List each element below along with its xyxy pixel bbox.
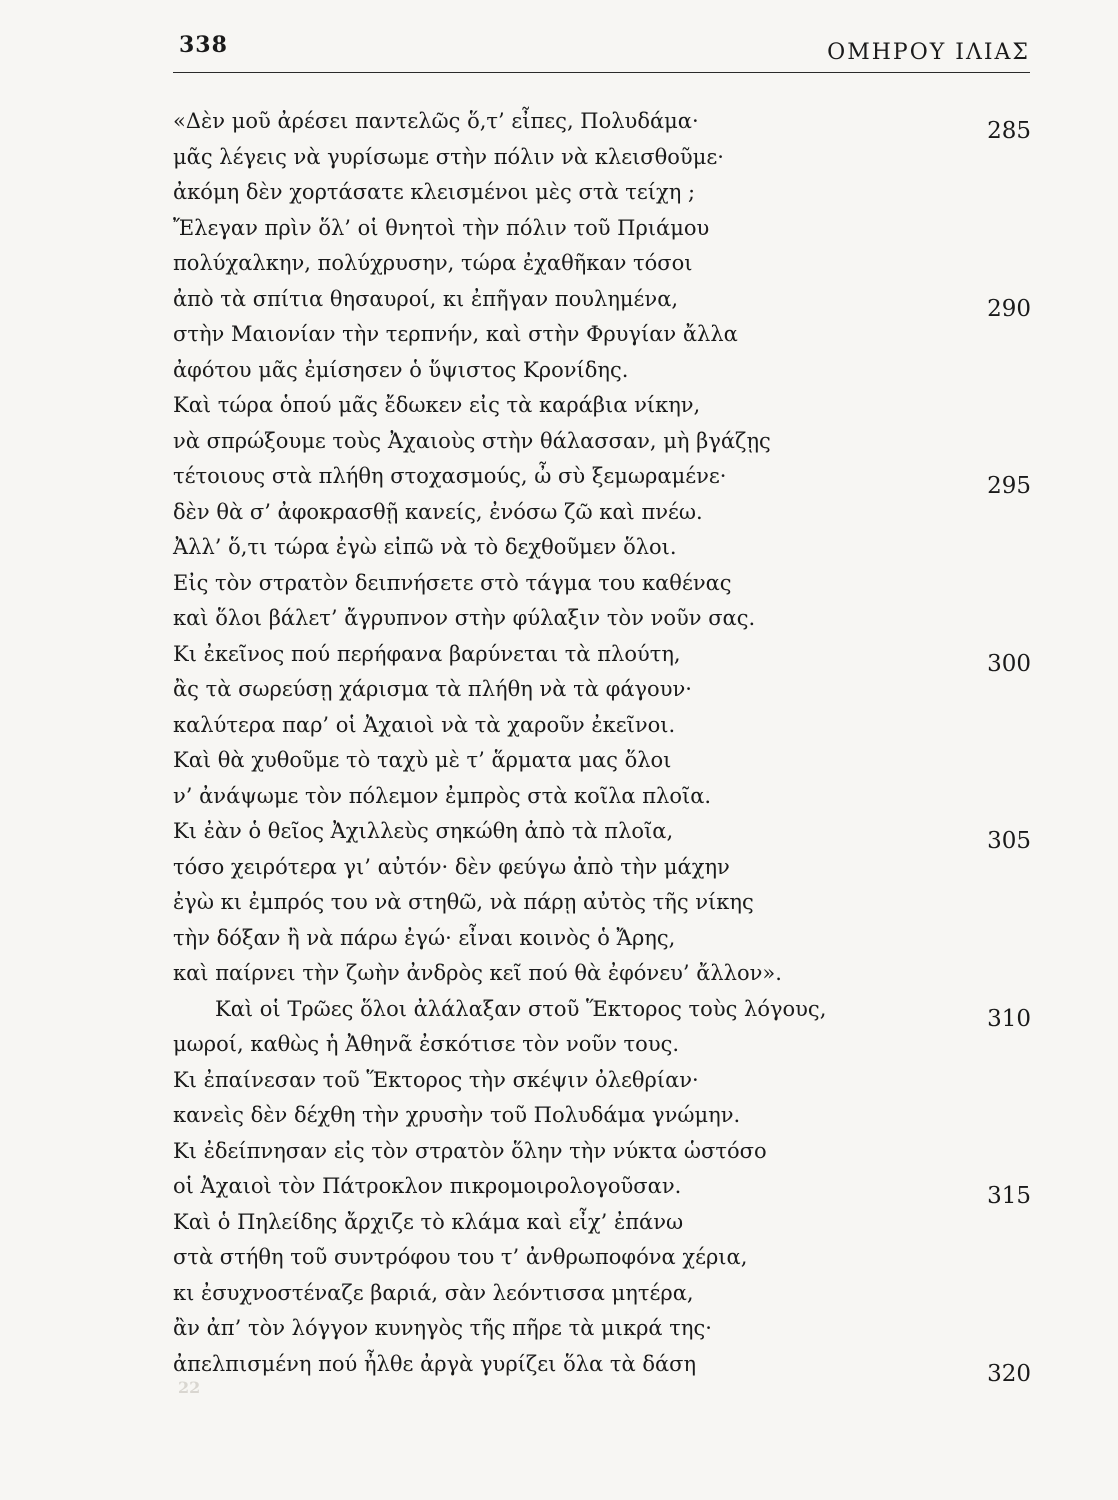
verse-text-block [173,104,1031,1387]
verse-line-text: μᾶς λέγεις νὰ γυρίσωμε στὴν πόλιν νὰ κλεισθοῦμε· [173,144,724,169]
verse-line-text: Κι ἐκεῖνος πού περήφανα βαρύνεται τὰ πλούτη, [173,641,681,666]
verse-line [173,743,1031,779]
line-number: 305 [987,828,1031,854]
verse-line [173,1098,1031,1134]
verse-line-text: οἱ Ἀχαιοὶ τὸν Πάτροκλον πικρομοιρολογοῦσαν. [173,1174,682,1198]
verse-line-text: τὴν δόξαν ἢ νὰ πάρω ἐγώ· εἶναι κοινὸς ὁ Ἄρης, [173,925,676,950]
verse-line [173,885,1031,921]
verse-line-text: τόσο χειρότερα γι’ αὐτόν· δὲν φεύγω ἀπὸ τὴν μάχην [173,854,730,879]
verse-line-text: ἀπὸ τὰ σπίτια θησαυροί, κι ἐπῆγαν πουλημένα, [173,286,679,311]
page-header [173,30,1030,73]
verse-line [173,459,1031,499]
line-number: 290 [987,295,1031,322]
verse-line-text: ἀπελπισμένη πού ἦλθε ἀργὰ γυρίζει ὅλα τὰ δάση [173,1351,697,1376]
verse-line-text: Καὶ τώρα ὁπού μᾶς ἔδωκεν εἰς τὰ καράβια νίκην, [173,393,701,417]
line-number: 310 [987,1005,1031,1032]
verse-line [173,1311,1031,1347]
verse-line [173,1027,1031,1063]
verse-line-text: καὶ ὅλοι βάλετ’ ἄγρυπνον στὴν φύλαξιν τὸν νοῦν σας. [173,606,756,630]
verse-line [173,104,1031,144]
verse-line [173,388,1031,424]
verse-line [173,317,1031,353]
verse-line [173,353,1031,389]
line-number: 300 [987,650,1031,677]
verse-line-text: τέτοιους στὰ πλήθη στοχασμούς, ὦ σὺ ξεμωραμένε· [173,464,727,488]
verse-line [173,850,1031,886]
verse-line-text: Ἀλλ’ ὅ,τι τώρα ἐγὼ εἰπῶ νὰ τὸ δεχθοῦμεν ὅλοι. [173,535,677,559]
verse-line [173,175,1031,211]
verse-line [173,779,1031,815]
verse-line-text: κανεὶς δὲν δέχθη τὴν χρυσὴν τοῦ Πολυδάμα γνώμην. [173,1103,741,1127]
verse-line [173,495,1031,531]
verse-line-text: κι ἐσυχνοστέναζε βαριά, σὰν λεόντισσα μητέρα, [173,1280,694,1305]
page-number: 338 [179,32,228,58]
verse-line [173,992,1031,1032]
verse-line-text: ἂν ἀπ’ τὸν λόγγον κυνηγὸς τῆς πῆρε τὰ μικρά της· [173,1316,712,1340]
verse-line-text: ἀφότου μᾶς ἐμίσησεν ὁ ὕψιστος Κρονίδης. [173,357,629,382]
verse-line-text: καὶ παίρνει τὴν ζωὴν ἀνδρὸς κεῖ πού θὰ ἐφόνευ’ ἄλλον». [173,961,782,985]
verse-line-text: Καὶ ὁ Πηλείδης ἄρχιζε τὸ κλάμα καὶ εἶχ’ ἐπάνω [173,1209,684,1234]
verse-line [173,601,1031,637]
verse-line-text: πολύχαλκην, πολύχρυσην, τώρα ἐχαθῆκαν τόσοι [173,251,693,275]
verse-line [173,1134,1031,1170]
verse-line [173,921,1031,957]
verse-line-text: Καὶ θὰ χυθοῦμε τὸ ταχὺ μὲ τ’ ἅρματα μας ὅλοι [173,748,672,772]
verse-line-text: καλύτερα παρ’ οἱ Ἀχαιοὶ νὰ τὰ χαροῦν ἐκεῖνοι. [173,712,676,737]
verse-line [173,566,1031,602]
verse-line-text: Κι ἐὰν ὁ θεῖος Ἀχιλλεὺς σηκώθη ἀπὸ τὰ πλοῖα, [173,819,674,843]
line-number: 285 [987,118,1031,144]
verse-line-text: «Δὲν μοῦ ἀρέσει παντελῶς ὅ,τ’ εἶπες, Πολυδάμα· [173,109,699,133]
verse-line [173,637,1031,677]
verse-line-text: Καὶ οἱ Τρῶες ὅλοι ἀλάλαξαν στοῦ Ἕκτορος τοὺς λόγους, [215,996,827,1021]
verse-line-text: Εἰς τὸν στρατὸν δειπνήσετε στὸ τάγμα του καθένας [173,570,732,595]
verse-line [173,140,1031,176]
verse-line-text: ν’ ἀνάψωμε τὸν πόλεμον ἐμπρὸς στὰ κοῖλα πλοῖα. [173,783,712,808]
verse-line [173,1063,1031,1099]
verse-line [173,1240,1031,1276]
verse-line [173,1276,1031,1312]
verse-line-text: μωροί, καθὼς ἡ Ἀθηνᾶ ἐσκότισε τὸν νοῦν τους. [173,1032,680,1056]
verse-line-text: νὰ σπρώξουμε τοὺς Ἀχαιοὺς στὴν θάλασσαν, μὴ βγάζῃς [173,428,771,453]
faint-footer-mark: 22 [178,1378,201,1397]
verse-line [173,956,1031,992]
verse-line-text: στὰ στήθη τοῦ συντρόφου του τ’ ἀνθρωποφόνα χέρια, [173,1245,748,1269]
verse-line [173,424,1031,460]
verse-line-text: Κι ἐπαίνεσαν τοῦ Ἕκτορος τὴν σκέψιν ὀλεθρίαν· [173,1067,699,1092]
verse-line-text: Ἔλεγαν πρὶν ὅλ’ οἱ θνητοὶ τὴν πόλιν τοῦ Πριάμου [173,215,710,240]
verse-line [173,530,1031,566]
verse-line-text: Κι ἐδείπνησαν εἰς τὸν στρατὸν ὅλην τὴν νύκτα ὡστόσο [173,1138,767,1163]
verse-line-text: δὲν θὰ σ’ ἀφοκρασθῇ κανείς, ἐνόσω ζῶ καὶ πνέω. [173,499,703,524]
verse-line [173,1169,1031,1209]
verse-line [173,1347,1031,1387]
line-number: 295 [987,473,1031,499]
verse-line [173,246,1031,282]
verse-line-text: ἐγὼ κι ἐμπρός του νὰ στηθῶ, νὰ πάρῃ αὐτὸς τῆς νίκης [173,890,754,914]
line-number: 320 [987,1360,1031,1387]
running-title: ΟΜΗΡΟΥ ΙΛΙΑΣ [827,40,1030,65]
verse-line [173,211,1031,247]
line-number: 315 [987,1183,1031,1209]
verse-line [173,672,1031,708]
verse-line [173,814,1031,854]
verse-line [173,708,1031,744]
verse-line [173,1205,1031,1241]
verse-line-text: στὴν Μαιονίαν τὴν τερπνήν, καὶ στὴν Φρυγίαν ἄλλα [173,322,738,346]
verse-line [173,282,1031,322]
verse-line-text: ἂς τὰ σωρεύσῃ χάρισμα τὰ πλήθη νὰ τὰ φάγουν· [173,677,692,701]
verse-line-text: ἀκόμη δὲν χορτάσατε κλεισμένοι μὲς στὰ τείχη ; [173,180,696,204]
